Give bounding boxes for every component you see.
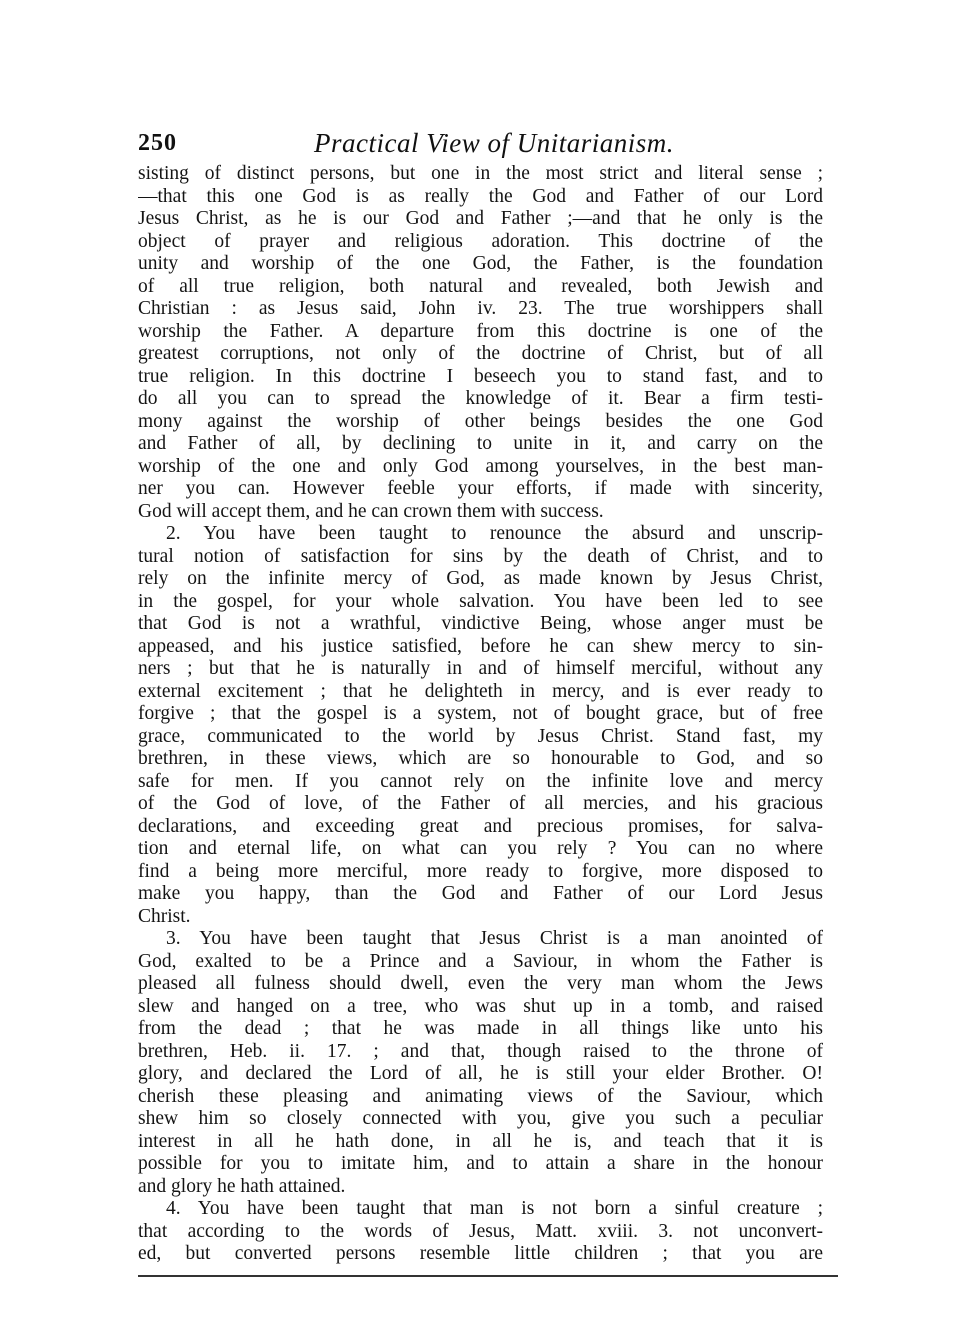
text-line: of all true religion, both natural and revealed, both Jewish and bbox=[138, 275, 823, 297]
text-line: worship of the one and only God among yourselves, in the best man- bbox=[138, 455, 823, 477]
text-line: glory, and declared the Lord of all, he is still your elder Brother. O! bbox=[138, 1063, 823, 1084]
footer-rule bbox=[138, 1275, 838, 1277]
body-text bbox=[138, 163, 823, 1266]
text-line: object of prayer and religious adoration. This doctrine of the bbox=[138, 230, 823, 252]
text-line: find a being more merciful, more ready to forgive, more disposed to bbox=[138, 860, 823, 882]
text-line: rely on the infinite mercy of God, as made known by Jesus Christ, bbox=[138, 568, 823, 589]
text-line: true religion. In this doctrine I beseech you to stand fast, and to bbox=[138, 365, 823, 387]
text-line: greatest corruptions, not only of the doctrine of Christ, but of all bbox=[138, 343, 823, 364]
text-line: and Father of all, by declining to unite in it, and carry on the bbox=[138, 433, 823, 454]
text-line: appeased, and his justice satisfied, before he can shew mercy to sin- bbox=[138, 635, 823, 657]
text-line: tion and eternal life, on what can you rely ? You can no where bbox=[138, 838, 823, 859]
text-line: shew him so closely connected with you, give you such a peculiar bbox=[138, 1108, 823, 1129]
text-line: forgive ; that the gospel is a system, not of bought grace, but of free bbox=[138, 703, 823, 724]
text-line: declarations, and exceeding great and precious promises, for salva- bbox=[138, 815, 823, 837]
text-line: brethren, Heb. ii. 17. ; and that, though raised to the throne of bbox=[138, 1040, 823, 1062]
running-title: Practical View of Unitarianism. bbox=[314, 128, 674, 158]
text-line: possible for you to imitate him, and to attain a share in the honour bbox=[138, 1153, 823, 1174]
text-line: from the dead ; that he was made in all things like unto his bbox=[138, 1018, 823, 1039]
text-line: 2. You have been taught to renounce the absurd and unscrip- bbox=[166, 523, 823, 544]
text-line: slew and hanged on a tree, who was shut up in a tomb, and raised bbox=[138, 995, 823, 1017]
text-line: unity and worship of the one God, the Father, is the foundation bbox=[138, 253, 823, 274]
text-line: brethren, in these views, which are so honourable to God, and so bbox=[138, 748, 823, 769]
text-line: in the gospel, for your whole salvation. You have been led to see bbox=[138, 590, 823, 612]
text-line: of the God of love, of the Father of all mercies, and his gracious bbox=[138, 793, 823, 814]
text-line: and glory he hath attained. bbox=[138, 1175, 346, 1197]
text-line: sisting of distinct persons, but one in the most strict and literal sense ; bbox=[138, 163, 823, 184]
text-line: that according to the words of Jesus, Matt. xviii. 3. not unconvert- bbox=[138, 1220, 823, 1242]
text-line: —that this one God is as really the God and Father of our Lord bbox=[138, 185, 823, 207]
text-line: God will accept them, and he can crown them with success. bbox=[138, 500, 604, 522]
page-header bbox=[138, 128, 828, 160]
text-line: grace, communicated to the world by Jesus Christ. Stand fast, my bbox=[138, 725, 823, 747]
text-line: Jesus Christ, as he is our God and Father ;—and that he only is the bbox=[138, 208, 823, 229]
text-line: ed, but converted persons resemble little children ; that you are bbox=[138, 1243, 823, 1264]
text-line: make you happy, than the God and Father of our Lord Jesus bbox=[138, 883, 823, 904]
text-line: mony against the worship of other beings besides the one God bbox=[138, 410, 823, 432]
text-line: external excitement ; that he delighteth in mercy, and is ever ready to bbox=[138, 680, 823, 702]
text-line: cherish these pleasing and animating views of the Saviour, which bbox=[138, 1085, 823, 1107]
page-number: 250 bbox=[138, 130, 177, 156]
text-line: ners ; but that he is naturally in and of himself merciful, without any bbox=[138, 658, 823, 679]
text-line: ner you can. However feeble your efforts, if made with sincerity, bbox=[138, 478, 823, 499]
text-line: 3. You have been taught that Jesus Christ is a man anointed of bbox=[166, 928, 823, 949]
text-line: 4. You have been taught that man is not born a sinful creature ; bbox=[166, 1198, 823, 1219]
text-line: pleased all fulness should dwell, even the very man whom the Jews bbox=[138, 973, 823, 994]
text-line: interest in all he hath done, in all he is, and teach that it is bbox=[138, 1130, 823, 1152]
text-line: worship the Father. A departure from this doctrine is one of the bbox=[138, 320, 823, 342]
text-line: that God is not a wrathful, vindictive Being, whose anger must be bbox=[138, 613, 823, 634]
text-line: tural notion of satisfaction for sins by the death of Christ, and to bbox=[138, 545, 823, 567]
text-line: God, exalted to be a Prince and a Saviour, in whom the Father is bbox=[138, 950, 823, 972]
text-line: Christian : as Jesus said, John iv. 23. The true worshippers shall bbox=[138, 298, 823, 319]
text-line: Christ. bbox=[138, 905, 191, 927]
text-line: safe for men. If you cannot rely on the infinite love and mercy bbox=[138, 770, 823, 792]
text-line: do all you can to spread the knowledge of it. Bear a firm testi- bbox=[138, 388, 823, 409]
